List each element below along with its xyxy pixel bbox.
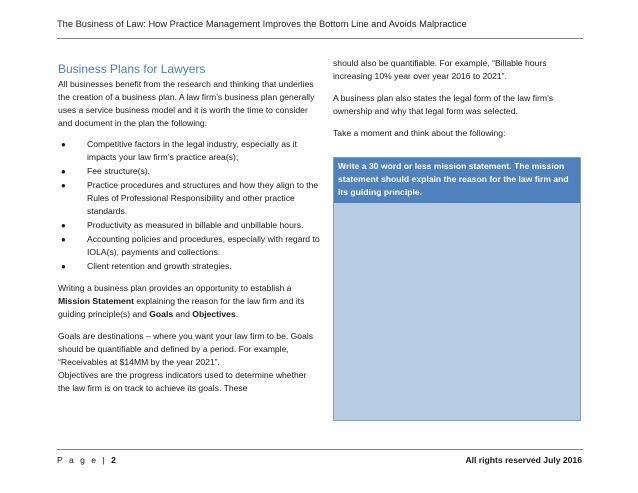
- rights-notice: All rights reserved July 2016: [465, 455, 582, 465]
- mission-paragraph: Writing a business plan provides an opportunity to establish a Mission Statement explaining the reason for the law firm and its guiding principle(s) and Goals and Objectives.: [58, 283, 305, 319]
- term-objectives: Objectives: [192, 309, 236, 319]
- bullet-icon: ●: [61, 221, 66, 230]
- running-header: The Business of Law: How Practice Management Improves the Bottom Line and Avoids Malpractice: [57, 19, 467, 29]
- bullet-icon: ●: [61, 262, 66, 271]
- list-item: ● Client retention and growth strategies.: [61, 261, 232, 271]
- list-item: ● Practice procedures and structures and how they align to the Rules of Professional Responsibility and other practice standards.: [61, 180, 319, 216]
- callout-heading: Write a 30 word or less mission statement. The mission statement should explain the reason for the law firm and its guiding principle.: [334, 158, 580, 203]
- list-item: ● Competitive factors in the legal industry, especially as it impacts your law firm’s practice area(s);: [61, 139, 298, 162]
- page-indicator: P a g e | 2: [57, 455, 116, 465]
- bullet-icon: ●: [61, 140, 66, 149]
- bullet-icon: ●: [61, 167, 66, 176]
- page-number: 2: [111, 455, 116, 465]
- section-title: Business Plans for Lawyers: [58, 62, 206, 76]
- list-item: ● Productivity as measured in billable and unbillable hours.: [61, 220, 304, 230]
- continued-paragraph: should also be quantifiable. For example, “Billable hours increasing 10% year over year 2016 to 2021”.: [333, 58, 547, 81]
- goals-paragraph: Goals are destinations – where you want your law firm to be. Goals should be quantifiable and defined by a period. For example, “Receivables at $14MM by the year 2021”.: [58, 331, 314, 367]
- header-divider: [57, 38, 583, 39]
- list-item: ● Accounting policies and procedures, especially with regard to IOLA(s), payments and collections.: [61, 234, 320, 257]
- objectives-paragraph: Objectives are the progress indicators used to determine whether the law firm is on track to achieve its goals. These: [58, 370, 307, 393]
- intro-paragraph: All businesses benefit from the research and thinking that underlies the creation of a business plan. A law firm’s business plan generally uses a service business model and it is worth the time to consider and document in the plan the following:: [58, 79, 315, 128]
- plan-topics-list: [58, 138, 320, 273]
- left-column: [58, 59, 320, 395]
- list-item: ● Fee structure(s).: [61, 166, 151, 176]
- bullet-icon: ●: [61, 181, 66, 190]
- mission-statement-box[interactable]: [333, 157, 581, 421]
- prompt-paragraph: Take a moment and think about the following:: [333, 128, 506, 138]
- term-goals: Goals: [149, 309, 174, 319]
- bullet-icon: ●: [61, 235, 66, 244]
- term-mission-statement: Mission Statement: [58, 296, 134, 306]
- right-column: [333, 57, 583, 140]
- footer-divider: [57, 449, 583, 450]
- legal-form-paragraph: A business plan also states the legal form of the law firm’s ownership and why that legal form was selected.: [333, 93, 554, 116]
